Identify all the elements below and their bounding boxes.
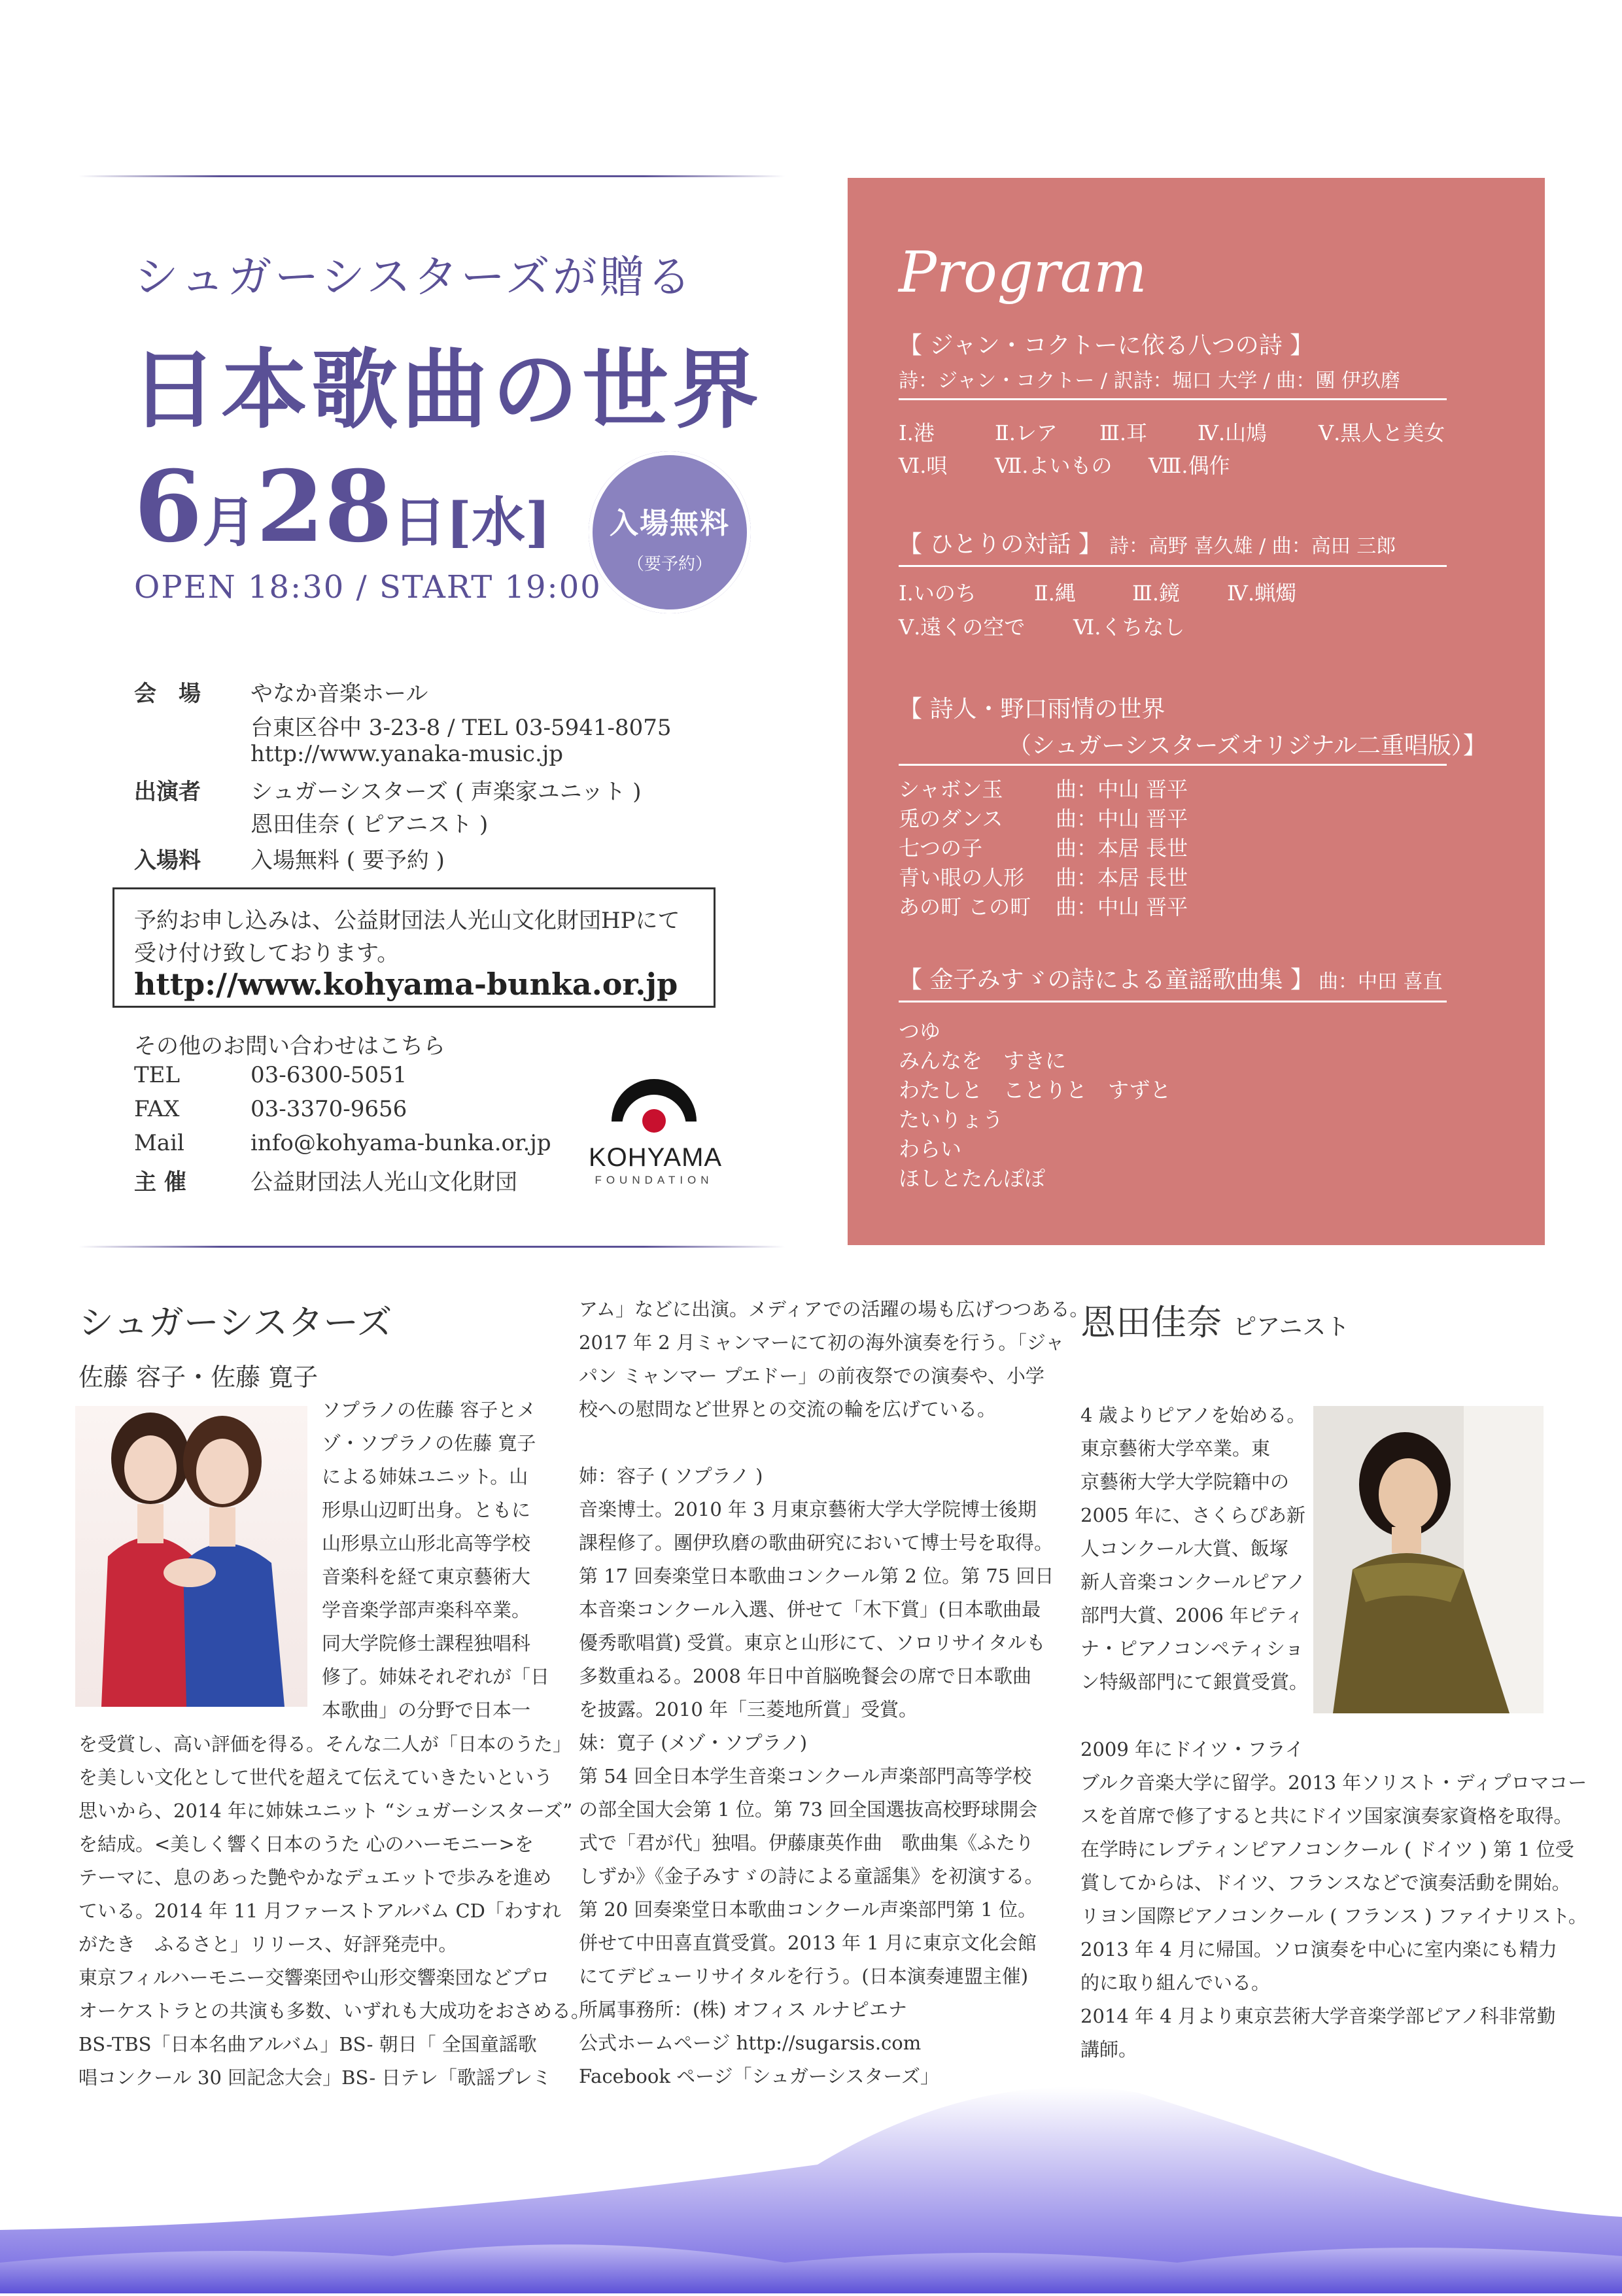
fee-label: 入場料	[134, 848, 201, 874]
bio-line: 形県山辺町出身。ともに	[322, 1499, 531, 1521]
venue-url[interactable]: http://www.yanaka-music.jp	[250, 741, 564, 767]
bio-line: 2013 年 4 月に帰国。ソロ演奏を中心に室内楽にも精力	[1080, 1938, 1557, 1961]
program-item: Ⅱ.レア	[995, 420, 1058, 445]
program-section-3-title: 【 詩人・野口雨情の世界	[899, 696, 1165, 723]
bio-line: 東京フィルハーモニー交響楽団や山形交響楽団などプロ	[78, 1966, 550, 1989]
bio-line: 修了。姉妹それぞれが「日	[322, 1666, 550, 1688]
section-2-rule	[899, 565, 1447, 567]
program-section-4-title: 【 金子みすゞの詩による童謡歌曲集 】	[899, 967, 1314, 993]
program-item: Ⅳ.蝋燭	[1227, 581, 1297, 606]
program-section-4-credit: 曲：中田 喜直	[1319, 970, 1443, 993]
bio-line: ソプラノの佐藤 容子とメ	[322, 1399, 536, 1421]
program-item: わらい	[899, 1137, 962, 1161]
bio-line: パン ミャンマー プエドー」の前夜祭での演奏や、小学	[579, 1365, 1044, 1387]
bio-line: を美しい文化として世代を超えて伝えていきたいという	[78, 1766, 553, 1789]
onda-photo	[1313, 1406, 1544, 1713]
bio-line: 本音楽コンクール入選、併せて「木下賞」(日本歌曲最	[579, 1598, 1041, 1620]
top-divider	[78, 175, 785, 177]
fee-value: 入場無料 ( 要予約 )	[250, 848, 445, 874]
bio-line: 優秀歌唱賞) 受賞。東京と山形にて、ソロリサイタルも	[579, 1632, 1046, 1654]
bio-line: しずか》《金子みすゞの詩による童謡集》を初演する。	[579, 1865, 1044, 1887]
bio-line: 所属事務所：(株) オフィス ルナピエナ	[579, 1998, 907, 2021]
mountain-illustration	[0, 2066, 1622, 2293]
bio-line: 賞してからは、ドイツ、フランスなどで演奏活動を開始。	[1080, 1872, 1571, 1894]
bio-line: の部全国大会第 1 位。第 73 回全国選抜高校野球開会	[579, 1798, 1038, 1821]
program-item: つゆ	[899, 1019, 941, 1044]
mail-label: Mail	[134, 1130, 184, 1156]
onda-role: ピアニスト	[1233, 1314, 1350, 1341]
bio-line: にてデビューリサイタルを行う。(日本演奏連盟主催)	[579, 1965, 1029, 1987]
bio-line: 第 54 回全日本学生音楽コンクール声楽部門高等学校	[579, 1765, 1032, 1787]
bio-line: 新人音楽コンクールピアノ	[1080, 1571, 1306, 1593]
bio-line: 式で「君が代」独唱。伊藤康英作曲 歌曲集《ふたり	[579, 1832, 1035, 1854]
bio-line: 音楽博士。2010 年 3 月東京藝術大学大学院博士後期	[579, 1498, 1037, 1520]
sisters-photo-illustration	[75, 1406, 307, 1707]
bio-line: 校への慰問など世界との交流の輪を広げている。	[579, 1398, 997, 1420]
date-weekday: [水]	[446, 491, 551, 554]
sisters-photo	[75, 1406, 307, 1707]
reservation-box	[112, 887, 716, 1008]
song-composer: 曲：本居 長世	[1056, 865, 1188, 890]
venue-address: 台東区谷中 3-23-8 / TEL 03-5941-8075	[250, 715, 672, 741]
date-day: 28	[256, 449, 393, 564]
bio-line: を披露。2010 年「三菱地所賞」受賞。	[579, 1698, 918, 1721]
bio-line: 学音楽学部声楽科卒業。	[322, 1599, 531, 1621]
program-item: Ⅳ.山鳩	[1198, 420, 1268, 445]
fax-label: FAX	[134, 1096, 180, 1122]
bio-line: がたき ふるさと」リリース、好評発売中。	[78, 1933, 458, 1955]
bio-line: 公式ホームページ http://sugarsis.com	[579, 2032, 922, 2054]
program-title: Program	[899, 240, 1147, 305]
bio-line: 第 20 回奏楽堂日本歌曲コンクール声楽部門第 1 位。	[579, 1898, 1037, 1921]
song-title: 七つの子	[899, 836, 983, 861]
song-composer: 曲：中山 晋平	[1056, 777, 1188, 802]
bio-line: による姉妹ユニット。山	[322, 1465, 528, 1488]
program-item: Ⅲ.耳	[1099, 420, 1148, 445]
host-label: 主 催	[134, 1169, 186, 1195]
bio-line: 姉：容子 ( ソプラノ )	[579, 1465, 763, 1487]
program-item: Ⅱ.縄	[1034, 581, 1076, 606]
program-item: Ⅰ.いのち	[899, 581, 976, 606]
date-month-unit: 月	[202, 491, 256, 554]
venue-name: やなか音楽ホール	[250, 681, 428, 707]
bio-line: 音楽科を経て東京藝術大	[322, 1566, 531, 1588]
bio-line: 的に取り組んでいる。	[1080, 1972, 1271, 1994]
song-title: あの町 この町	[899, 895, 1031, 919]
bio-line: ン特級部門にて銀賞受賞。	[1080, 1671, 1309, 1693]
bio-line: リヨン国際ピアノコンクール ( フランス ) ファイナリスト。	[1080, 1905, 1587, 1927]
onda-name: 恩田佳奈	[1080, 1302, 1222, 1343]
section-4-rule	[899, 1001, 1447, 1002]
bio-line: 講師。	[1080, 2038, 1138, 2061]
reservation-line-1: 予約お申し込みは、公益財団法人光山文化財団HPにて	[134, 908, 680, 934]
song-composer: 曲：中山 晋平	[1056, 806, 1188, 831]
bio-line: 山形県立山形北高等学校	[322, 1532, 531, 1554]
bio-line: 東京藝術大学卒業。東	[1080, 1437, 1271, 1460]
bio-line: 唱コンクール 30 回記念大会」BS- 日テレ「歌謡プレミ	[78, 2066, 551, 2089]
bio-line: 課程修了。團伊玖磨の歌曲研究において博士号を取得。	[579, 1532, 1054, 1554]
date-day-unit: 日	[392, 491, 447, 554]
program-item: ほしとたんぽぽ	[899, 1166, 1046, 1191]
onda-photo-illustration	[1313, 1406, 1544, 1713]
program-item: みんなを すきに	[899, 1048, 1067, 1073]
mountain-footer	[0, 2066, 1622, 2293]
performer-2: 恩田佳奈 ( ピアニスト )	[250, 812, 489, 838]
bio-line: 妹：寛子 (メゾ・ソプラノ)	[579, 1732, 808, 1754]
program-item: たいりょう	[899, 1107, 1004, 1132]
program-item: Ⅴ.遠くの空で	[899, 615, 1026, 640]
bio-line: ナ・ピアノコンペティショ	[1080, 1637, 1304, 1660]
sisters-names: 佐藤 容子・佐藤 寛子	[78, 1363, 319, 1392]
bio-line: 部門大賞、2006 年ピティ	[1080, 1604, 1304, 1626]
bio-line: 思いから、2014 年に姉妹ユニット “シュガーシスターズ”	[78, 1800, 573, 1822]
date-month: 6	[134, 449, 203, 564]
contact-info	[134, 1028, 592, 1198]
bio-line: 併せて中田喜直賞受賞。2013 年 1 月に東京文化会館	[579, 1932, 1037, 1954]
program-section-1-credit: 詩：ジャン・コクトー / 訳詩：堀口 大学 / 曲：團 伊玖磨	[899, 369, 1400, 392]
bio-line: 第 17 回奏楽堂日本歌曲コンクール第 2 位。第 75 回日	[579, 1565, 1054, 1587]
tel-label: TEL	[134, 1062, 181, 1088]
song-composer: 曲：本居 長世	[1056, 836, 1188, 861]
program-item: Ⅴ.黒人と美女	[1319, 420, 1445, 445]
bio-line: 京藝術大学大学院籍中の	[1080, 1471, 1290, 1493]
reservation-line-2: 受け付け致しております。	[134, 940, 400, 967]
program-item: Ⅷ.偶作	[1148, 453, 1230, 478]
bio-line: Facebook ページ「シュガーシスターズ」	[579, 2065, 940, 2087]
program-item: Ⅲ.鏡	[1132, 581, 1181, 606]
program-item: Ⅵ.唄	[899, 453, 948, 478]
event-title: 日本歌曲の世界	[131, 339, 763, 441]
bio-line: ゾ・ソプラノの佐藤 寛子	[322, 1432, 536, 1454]
reservation-url[interactable]: http://www.kohyama-bunka.or.jp	[134, 967, 678, 1002]
bio-line: テーマに、息のあった艶やかなデュエットで歩みを進め	[78, 1866, 552, 1889]
section-1-rule	[899, 398, 1447, 400]
bio-line: ブルク音楽大学に留学。2013 年ソリスト・ディプロマコー	[1080, 1772, 1587, 1794]
performers-label: 出演者	[134, 779, 201, 805]
bio-line: 2014 年 4 月より東京芸術大学音楽学部ピアノ科非常勤	[1080, 2005, 1556, 2027]
bio-line: ている。2014 年 11 月ファーストアルバム CD「わすれ	[78, 1900, 561, 1922]
section-3-rule	[899, 764, 1447, 766]
bio-line: 4 歳よりピアノを始める。	[1080, 1404, 1306, 1426]
program-item: わたしと ことりと すずと	[899, 1078, 1171, 1103]
event-subtitle: シュガーシスターズが贈る	[134, 252, 694, 303]
event-date	[134, 449, 551, 564]
bio-line: 2009 年にドイツ・フライ	[1080, 1738, 1304, 1760]
bio-line: BS-TBS「日本名曲アルバム」BS- 朝日「 全国童謡歌	[78, 2033, 537, 2055]
program-section-3-subtitle: （シュガーシスターズオリジナル二重唱版）】	[1008, 732, 1487, 759]
badge-main: 入場無料	[610, 507, 730, 540]
program-section-2-credit: 詩：高野 喜久雄 / 曲：高田 三郎	[1109, 535, 1396, 558]
logo-sub: FOUNDATION	[595, 1174, 714, 1186]
badge-sub: （要予約）	[627, 555, 712, 574]
bio-line: 多数重ねる。2008 年日中首脳晩餐会の席で日本歌曲	[579, 1665, 1032, 1687]
kohyama-logo-icon	[612, 1079, 697, 1131]
bio-line: 本歌曲」の分野で日本一	[322, 1699, 531, 1721]
bio-line: アム」などに出演。メディアでの活躍の場も広げつつある。	[579, 1298, 1089, 1320]
song-title: シャボン玉	[899, 777, 1003, 802]
bio-line: を受賞し、高い評価を得る。そんな二人が「日本のうた」	[78, 1733, 572, 1755]
bio-line: スを首席で修了すると共にドイツ国家演奏家資格を取得。	[1080, 1805, 1573, 1827]
bio-line: 在学時にレプティンピアノコンクール ( ドイツ ) 第 1 位受	[1080, 1838, 1574, 1860]
bio-line: 2005 年に、さくらぴあ新	[1080, 1504, 1306, 1526]
program-item: Ⅵ.くちなし	[1073, 615, 1185, 640]
onda-heading	[1080, 1295, 1349, 1345]
bio-line: オーケストラとの共演も多数、いずれも大成功をおさめる。	[78, 2000, 590, 2022]
host-value: 公益財団法人光山文化財団	[250, 1169, 517, 1195]
event-info	[134, 676, 723, 872]
logo-name: KOHYAMA	[589, 1143, 723, 1172]
program-panel	[848, 178, 1545, 1245]
tel-value[interactable]: 03-6300-5051	[250, 1062, 407, 1088]
sisters-heading: シュガーシスターズ	[78, 1302, 392, 1343]
performer-1: シュガーシスターズ ( 声楽家ユニット )	[250, 779, 642, 805]
program-item: Ⅶ.よいもの	[995, 453, 1113, 478]
mail-value[interactable]: info@kohyama-bunka.or.jp	[250, 1130, 551, 1156]
bio-line: 同大学院修士課程独唱科	[322, 1632, 531, 1654]
venue-label: 会 場	[134, 681, 201, 707]
song-title: 兎のダンス	[899, 806, 1003, 831]
free-admission-badge	[589, 451, 751, 613]
kohyama-logo	[589, 1079, 723, 1187]
bio-line: 2017 年 2 月ミャンマーにて初の海外演奏を行う。「ジャ	[579, 1331, 1065, 1354]
program-section-2-title: 【 ひとりの対話 】	[899, 531, 1102, 558]
bio-line: を結成。<美しく響く日本のうた 心のハーモニー>を	[78, 1833, 534, 1855]
song-title: 青い眼の人形	[899, 865, 1025, 890]
program-item: Ⅰ.港	[899, 420, 935, 445]
bottom-divider	[78, 1246, 785, 1248]
fax-value: 03-3370-9656	[250, 1096, 407, 1122]
contact-heading: その他のお問い合わせはこちら	[134, 1033, 445, 1059]
bio-line: 人コンクール大賞、飯塚	[1080, 1537, 1288, 1560]
event-time: OPEN 18:30 / START 19:00	[134, 569, 602, 606]
program-section-1-title: 【 ジャン・コクトーに依る八つの詩 】	[899, 332, 1314, 359]
song-composer: 曲：中山 晋平	[1056, 895, 1188, 919]
